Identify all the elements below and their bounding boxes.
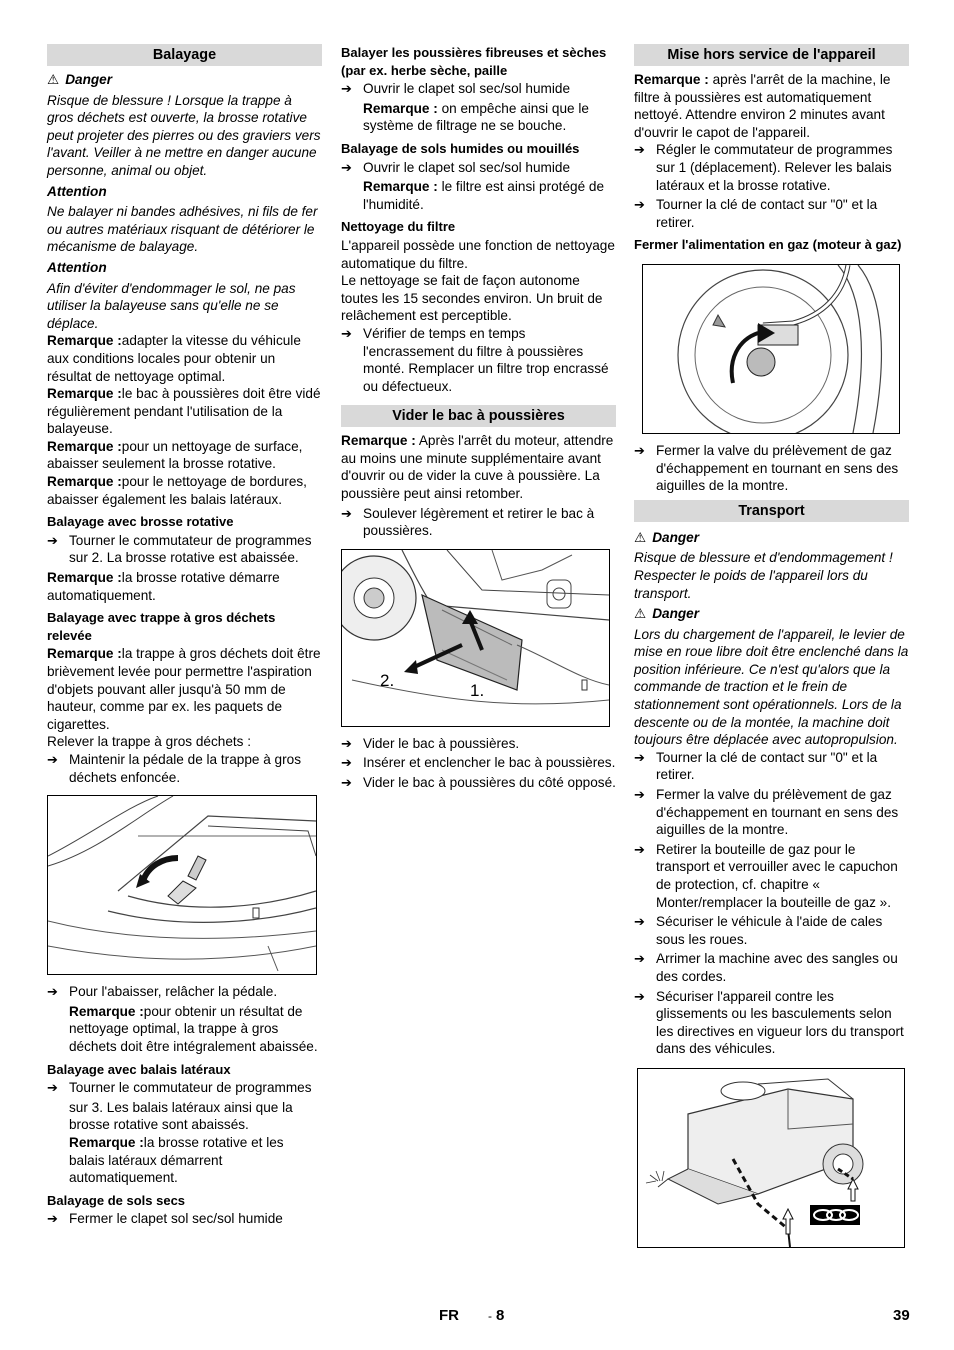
instruction-step: ➔ Insérer et enclencher le bac à poussières.	[341, 754, 616, 772]
sweeper-transport-illustration	[638, 1069, 904, 1247]
arrow-icon	[341, 505, 359, 523]
arrow-icon	[47, 532, 65, 550]
subheading: Nettoyage du filtre	[341, 219, 456, 235]
instruction-step: ➔ Tourner le commutateur de programmes	[47, 1079, 322, 1097]
figure-label-2: 2.	[380, 670, 395, 690]
subheading: Balayage avec balais latéraux	[47, 1061, 231, 1077]
subheading: Balayage de sols humides ou mouillés	[341, 140, 580, 156]
column-2	[341, 44, 616, 794]
instruction-step: ➔ Régler le commutateur de programmes sur 1 (déplacement). Relever les balais latéraux et la brosse rotative.	[634, 141, 909, 194]
arrow-icon	[47, 1210, 65, 1228]
instruction-step: ➔ Vider le bac à poussières.	[341, 735, 616, 753]
arrow-icon	[341, 325, 359, 343]
instruction-step: ➔ Retirer la bouteille de gaz pour le transport et verrouiller avec le capuchon de protection, cf. chapitre « Monter/remplacer la bouteille de gaz ».	[634, 841, 909, 911]
instruction-step: ➔ Fermer le clapet sol sec/sol humide	[47, 1210, 322, 1228]
footer-dash: -	[488, 1309, 492, 1323]
instruction-step: ➔ Tourner la clé de contact sur "0" et la retirer.	[634, 196, 909, 231]
footer-language: FR	[439, 1307, 459, 1324]
figure-gas-valve	[642, 264, 900, 434]
instruction-step: ➔ Tourner le commutateur de programmes sur 2. La brosse rotative est abaissée.	[47, 532, 322, 567]
instruction-step: ➔ Arrimer la machine avec des sangles ou des cordes.	[634, 950, 909, 985]
figure-dust-bin	[341, 549, 610, 727]
instruction-step: ➔ Fermer la valve du prélèvement de gaz d'échappement en tournant en sens des aiguilles de la montre.	[634, 442, 909, 495]
transport-steps	[634, 749, 909, 1058]
arrow-icon	[341, 774, 359, 792]
note: Remarque :la trappe à gros déchets doit être brièvement levée pour permettre l'aspiration d'objets pouvant aller jusqu'à 50 mm de hauteur, comme par ex. les paquets de cigarettes.	[47, 646, 321, 732]
arrow-icon	[47, 751, 65, 769]
pedal-illustration	[48, 796, 316, 974]
paragraph: Relever la trappe à gros déchets :	[47, 734, 252, 750]
section-heading-vider: Vider le bac à poussières	[341, 405, 616, 427]
instruction-step: ➔ Vider le bac à poussières du côté opposé.	[341, 774, 616, 792]
danger-text: Risque de blessure et d'endommagement ! Respecter le poids de l'appareil lors du transport.	[634, 550, 893, 601]
figure-transport	[637, 1068, 905, 1248]
instruction-step: ➔ Sécuriser le véhicule à l'aide de cales sous les roues.	[634, 913, 909, 948]
section-heading-balayage: Balayage	[47, 44, 322, 66]
danger-text: Risque de blessure ! Lorsque la trappe à gros déchets est ouverte, la brosse rotative peut projeter des pierres ou des graviers vers l'avant. Veiller à ne mettre en danger aucune personne, animal ou objet.	[47, 92, 321, 178]
danger-label: ⚠ Danger	[634, 605, 909, 623]
arrow-icon	[341, 754, 359, 772]
note: Remarque : Après l'arrêt du moteur, attendre au moins une minute supplémentaire avant d'ouvrir ou de vider la cuve à poussière. La poussière peut ainsi retomber.	[341, 433, 614, 502]
note: Remarque :pour obtenir un résultat de nettoyage optimal, la trappe à gros déchets doit être intégralement abaissée.	[69, 1003, 318, 1054]
section-heading-mise-hors-service: Mise hors service de l'appareil	[634, 44, 909, 66]
gas-valve-illustration	[643, 265, 899, 433]
attention-text: Ne balayer ni bandes adhésives, ni fils de fer ou autres matériaux risquant de détériorer le mécanisme de balayage.	[47, 204, 318, 255]
arrow-icon	[47, 1079, 65, 1097]
subheading: Balayage de sols secs	[47, 1192, 186, 1208]
subheading: Balayage avec brosse rotative	[47, 514, 234, 530]
attention-label: Attention	[47, 183, 107, 199]
instruction-step: ➔ Maintenir la pédale de la trappe à gros déchets enfoncée.	[47, 751, 322, 786]
instruction-step: ➔ Vérifier de temps en temps l'encrassement du filtre à poussières monté. Remplacer un filtre trop encrassé ou défectueux.	[341, 325, 616, 395]
paragraph: sur 3. Les balais latéraux ainsi que la brosse rotative sont abaissés.	[69, 1099, 293, 1133]
danger-label: ⚠ Danger	[634, 529, 909, 547]
note: Remarque : on empêche ainsi que le système de filtrage ne se bouche.	[363, 100, 589, 134]
column-1	[47, 44, 322, 1230]
subheading: Balayage avec trappe à gros déchets relevée	[47, 610, 276, 643]
note: Remarque :pour le nettoyage de bordures, abaisser également les balais latéraux.	[47, 474, 307, 507]
attention-label: Attention	[47, 259, 107, 275]
note: Remarque :la brosse rotative et les balais latéraux démarrent automatiquement.	[69, 1134, 284, 1186]
arrow-icon	[634, 950, 652, 968]
section-heading-transport: Transport	[634, 500, 909, 522]
arrow-icon	[634, 749, 652, 767]
note: Remarque :adapter la vitesse du véhicule aux conditions locales pour obtenir un résultat de nettoyage optimal.	[47, 333, 301, 384]
arrow-icon	[634, 442, 652, 460]
figure-pedal	[47, 795, 317, 975]
note: Remarque :le bac à poussières doit être vidé régulièrement pendant l'utilisation de la balayeuse.	[47, 386, 321, 437]
arrow-icon	[634, 786, 652, 804]
arrow-icon	[341, 159, 359, 177]
danger-label: ⚠ Danger	[47, 71, 322, 89]
paragraph: L'appareil possède une fonction de nettoyage automatique du filtre.	[341, 237, 615, 271]
arrow-icon	[341, 80, 359, 98]
instruction-step: ➔ Tourner la clé de contact sur "0" et la retirer.	[634, 749, 909, 784]
arrow-icon	[47, 983, 65, 1001]
subheading: Balayer les poussières fibreuses et sèches (par ex. herbe sèche, paille	[341, 45, 607, 78]
arrow-icon	[634, 841, 652, 859]
paragraph: Le nettoyage se fait de façon autonome toutes les 15 secondes environ. Un bruit de relâchement est perceptible.	[341, 273, 603, 324]
arrow-icon	[634, 141, 652, 159]
arrow-icon	[634, 913, 652, 931]
instruction-step: ➔ Fermer la valve du prélèvement de gaz d'échappement en tournant en sens des aiguilles de la montre.	[634, 786, 909, 839]
arrow-icon	[634, 988, 652, 1006]
column-3	[634, 44, 909, 1256]
arrow-icon	[634, 196, 652, 214]
footer-section-page: 8	[496, 1307, 505, 1324]
instruction-step: ➔ Ouvrir le clapet sol sec/sol humide	[341, 159, 616, 177]
arrow-icon	[341, 735, 359, 753]
instruction-step: ➔ Pour l'abaisser, relâcher la pédale.	[47, 983, 322, 1001]
subheading: Fermer l'alimentation en gaz (moteur à gaz)	[634, 237, 902, 253]
note: Remarque :la brosse rotative démarre automatiquement.	[47, 570, 280, 603]
instruction-step: ➔ Sécuriser l'appareil contre les glissements ou les basculements selon les directives en vigueur lors du transport dans des véhicules.	[634, 988, 909, 1058]
footer-page-number: 39	[893, 1307, 910, 1324]
note: Remarque :pour un nettoyage de surface, abaisser seulement la brosse rotative.	[47, 438, 303, 472]
attention-text: Afin d'éviter d'endommager le sol, ne pas utiliser la balayeuse sans qu'elle ne se déplace.	[47, 280, 296, 331]
instruction-step: ➔ Ouvrir le clapet sol sec/sol humide	[341, 80, 616, 98]
note: Remarque : après l'arrêt de la machine, le filtre à poussières est automatiquement nettoyé. Attendre environ 2 minutes avant d'ouvrir le capot de l'appareil.	[634, 72, 891, 140]
note: Remarque : le filtre est ainsi protégé de l'humidité.	[363, 179, 605, 212]
danger-text: Lors du chargement de l'appareil, le levier de mise en roue libre doit être enclenché dans la position inférieure. Ce n'est qu'alors que la commande de traction et le frein de stationnement sont opérationnels. Lors de la descente ou de la montée, la machine doit toujours être déplacée avec autopropulsion.	[634, 626, 909, 748]
instruction-step: ➔ Soulever légèrement et retirer le bac à poussières.	[341, 505, 616, 540]
figure-label-1: 1.	[470, 680, 485, 700]
